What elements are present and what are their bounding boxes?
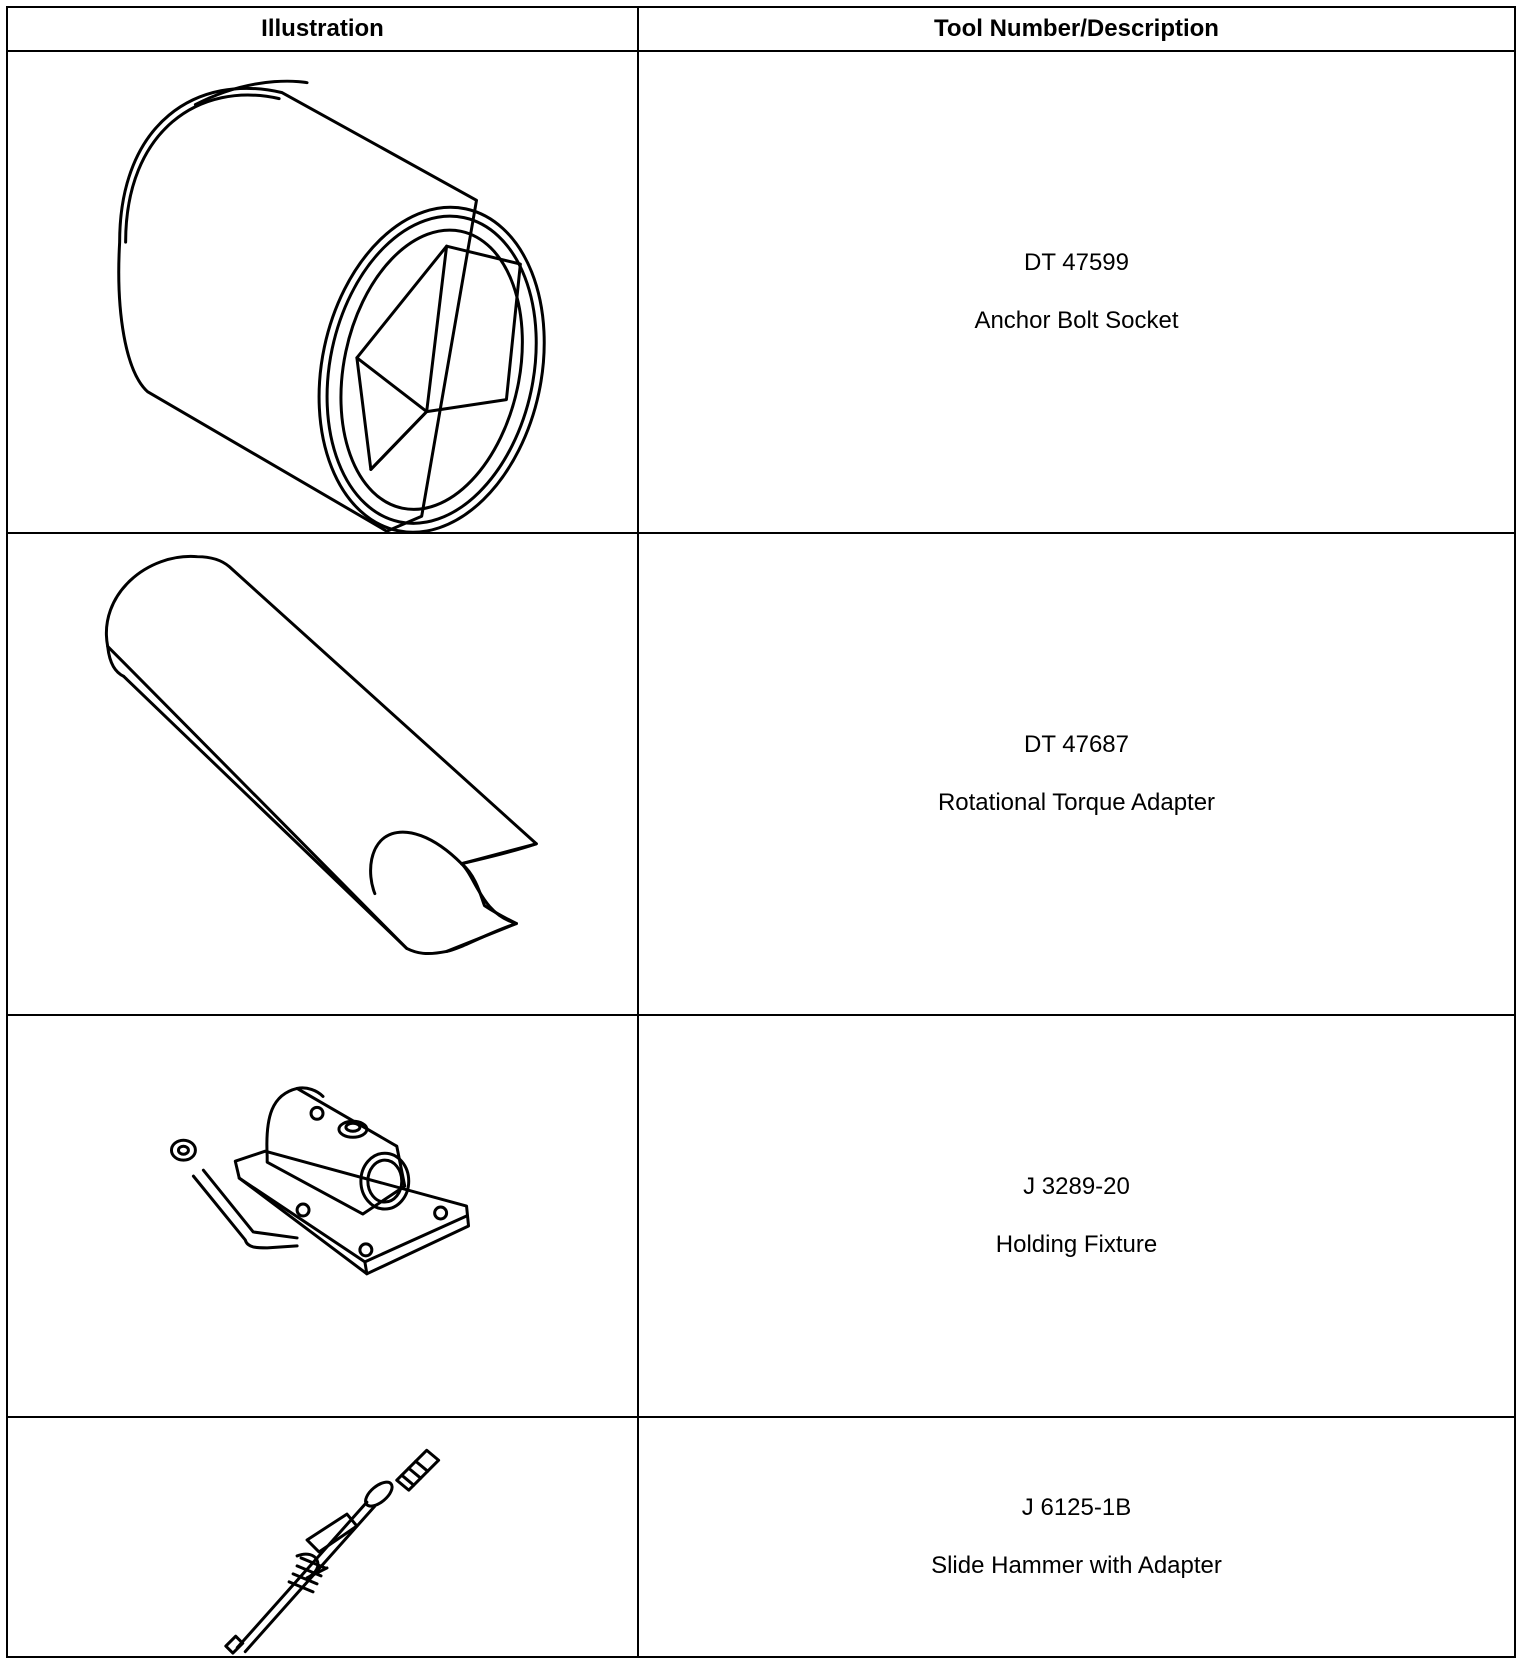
slide-hammer-illustration [8, 1418, 637, 1656]
header-illustration: Illustration [7, 7, 638, 51]
tool-description: Rotational Torque Adapter [937, 789, 1216, 816]
table-row [7, 1417, 1515, 1657]
tool-number: J 6125-1B [1021, 1494, 1132, 1521]
illustration-cell [7, 1015, 638, 1417]
tool-description: Slide Hammer with Adapter [931, 1552, 1222, 1579]
header-row [7, 7, 1515, 51]
tool-description: Holding Fixture [995, 1231, 1158, 1258]
holding-fixture-illustration [8, 1016, 637, 1416]
tool-number: DT 47687 [1024, 731, 1129, 758]
table-row [7, 1015, 1515, 1417]
illustration-cell [7, 1417, 638, 1657]
table-row [7, 533, 1515, 1015]
tool-description-cell [638, 1417, 1515, 1657]
tool-description-cell [638, 1015, 1515, 1417]
illustration-cell [7, 51, 638, 533]
rotational-torque-adapter-illustration [8, 534, 637, 1014]
tool-number: J 3289-20 [1023, 1173, 1130, 1200]
illustration-cell [7, 533, 638, 1015]
tool-table [6, 6, 1516, 1658]
table-row [7, 51, 1515, 533]
tool-description: Anchor Bolt Socket [974, 307, 1179, 334]
tool-number: DT 47599 [1024, 249, 1129, 276]
tool-description-cell [638, 51, 1515, 533]
tool-description-cell [638, 533, 1515, 1015]
anchor-bolt-socket-illustration [8, 52, 637, 532]
header-tool-description: Tool Number/Description [638, 7, 1515, 51]
